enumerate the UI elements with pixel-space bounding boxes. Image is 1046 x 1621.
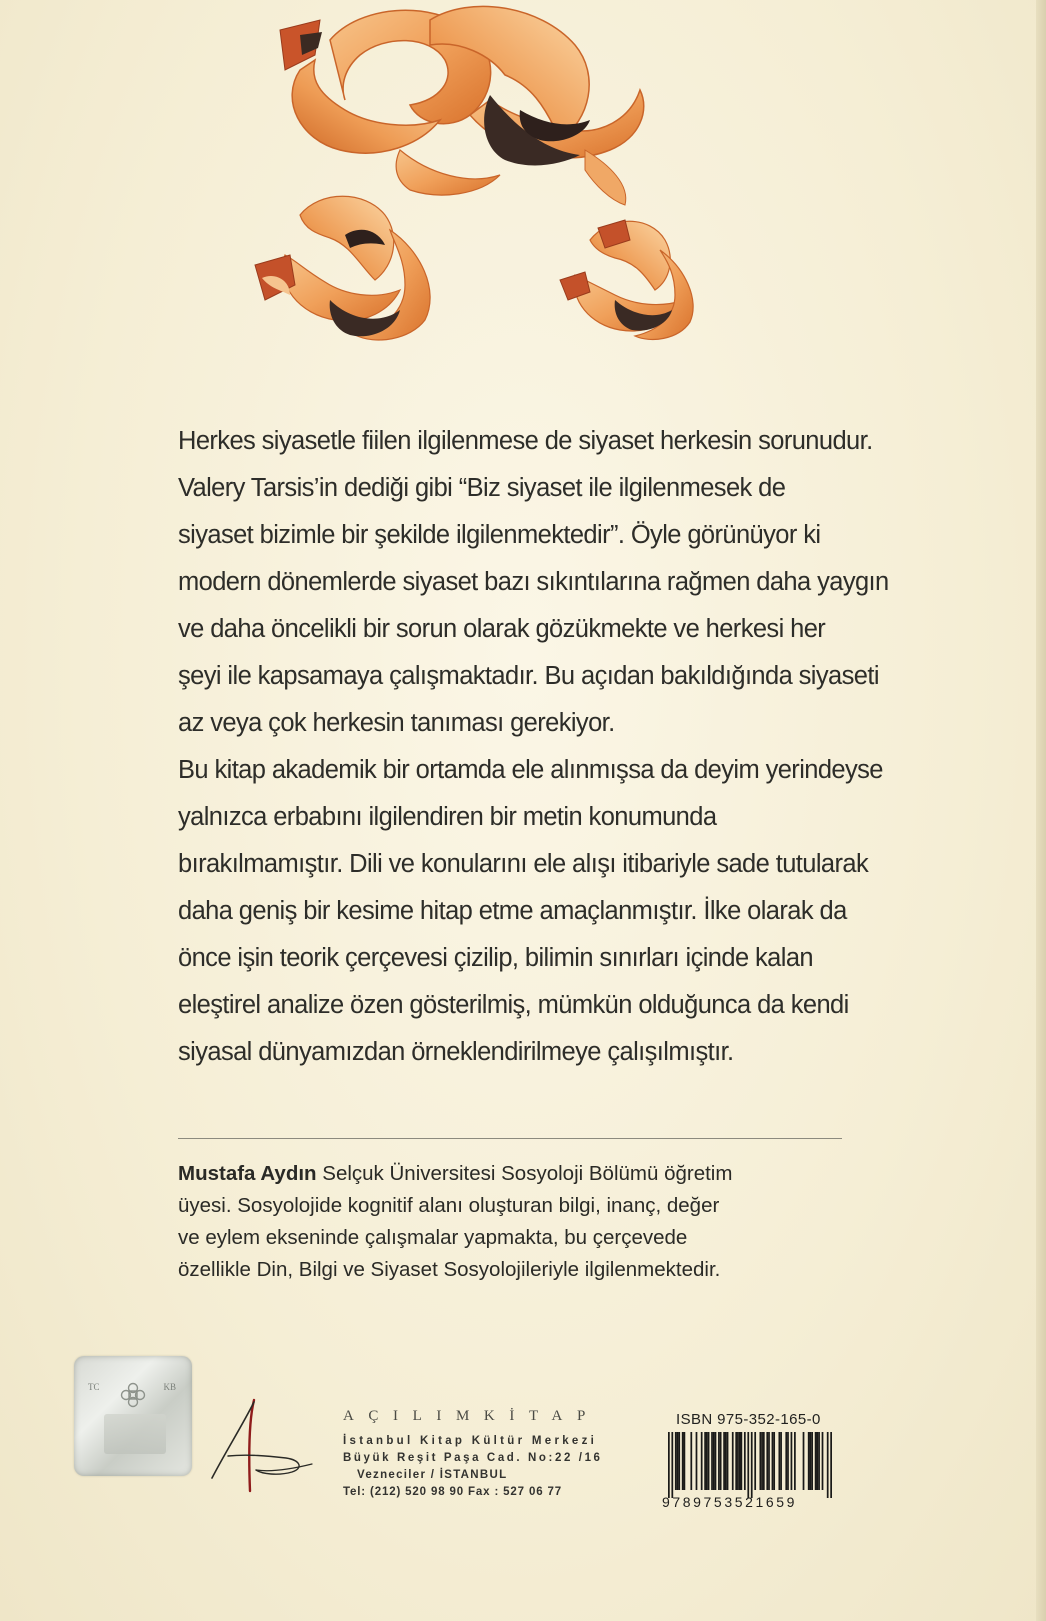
shaving-cluster-left <box>255 196 430 340</box>
barcode-bar <box>808 1432 810 1490</box>
barcode-bar <box>794 1432 796 1490</box>
blurb-line: bırakılmamıştır. Dili ve konularını ele alışı itibariyle sade tutularak <box>178 850 869 878</box>
blurb-text <box>178 418 889 1076</box>
publisher-phone: Tel: (212) 520 98 90 Fax : 527 06 77 <box>343 1486 562 1498</box>
isbn-barcode <box>668 1432 832 1498</box>
barcode-bar <box>711 1432 713 1490</box>
publisher-logo-icon <box>208 1396 318 1500</box>
barcode-bar <box>715 1432 717 1490</box>
blurb-line: ve daha öncelikli bir sorun olarak gözükmekte ve herkesi her <box>178 615 826 643</box>
barcode-bar <box>818 1432 820 1490</box>
barcode-bar <box>720 1432 722 1490</box>
blurb-line: modern dönemlerde siyaset bazı sıkıntılarına rağmen daha yaygın <box>178 568 889 596</box>
barcode-bar <box>675 1432 677 1490</box>
blurb-line: az veya çok herkesin tanıması gerekiyor. <box>178 709 615 737</box>
blurb-line: siyasal dünyamızdan örneklendirilmeye çalışılmıştır. <box>178 1038 734 1066</box>
barcode-bar <box>772 1432 774 1490</box>
author-bio-line: üyesi. Sosyolojide kognitif alanı oluşturan bilgi, inanç, değer <box>178 1194 720 1217</box>
blurb-line: siyaset bizimle bir şekilde ilgilenmektedir”. Öyle görünüyor ki <box>178 521 821 549</box>
barcode-bar <box>737 1432 739 1490</box>
barcode-bar <box>706 1432 708 1490</box>
barcode-bar <box>761 1432 763 1490</box>
blurb-line: Valery Tarsis’in dediği gibi “Biz siyaset ile ilgilenmesek de <box>178 474 786 502</box>
barcode-bar <box>803 1432 805 1490</box>
isbn-label: ISBN 975-352-165-0 <box>676 1411 821 1428</box>
blurb-line: Herkes siyasetle fiilen ilgilenmese de siyaset herkesin sorunudur. <box>178 427 873 455</box>
publisher-address-line: İstanbul Kitap Kültür Merkezi <box>343 1435 598 1447</box>
barcode-bar <box>741 1432 743 1490</box>
barcode-bar <box>671 1432 673 1498</box>
barcode-bar <box>696 1432 698 1490</box>
pencil-shavings-illustration <box>0 0 1046 380</box>
barcode-bar <box>768 1432 770 1490</box>
barcode-bar <box>780 1432 782 1490</box>
blurb-line: önce işin teorik çerçevesi çizilip, bilimin sınırları içinde kalan <box>178 944 813 972</box>
barcode-bar <box>778 1432 780 1490</box>
hologram-sticker <box>74 1356 192 1476</box>
author-name: Mustafa Aydın <box>178 1162 317 1185</box>
barcode-bar <box>816 1432 818 1490</box>
publisher-address-line: Büyük Reşit Paşa Cad. No:22 /16 <box>343 1452 603 1464</box>
blurb-line: daha geniş bir kesime hitap etme amaçlanmıştır. İlke olarak da <box>178 897 847 925</box>
barcode-bar <box>718 1432 720 1490</box>
barcode-bar <box>773 1432 775 1490</box>
barcode-bar <box>668 1432 670 1498</box>
barcode-bar <box>787 1432 789 1490</box>
barcode-bar <box>830 1432 832 1498</box>
barcode-bar <box>763 1432 765 1490</box>
barcode-bar <box>682 1432 684 1490</box>
hologram-tc-text: TC <box>88 1382 100 1392</box>
barcode-bar <box>727 1432 729 1490</box>
barcode-bar <box>708 1432 710 1490</box>
barcode-bar <box>678 1432 680 1490</box>
shaving-cluster-large <box>280 6 644 205</box>
barcode-bar <box>732 1432 734 1490</box>
barcode-bar <box>785 1432 787 1490</box>
barcode-bar <box>684 1432 686 1490</box>
barcode-bar <box>704 1432 706 1490</box>
barcode-bar <box>677 1432 679 1490</box>
author-bio-line <box>178 1158 858 1190</box>
barcode-digits: 9789753521659 <box>662 1494 798 1510</box>
barcode-bar <box>754 1432 756 1490</box>
shaving-cluster-right <box>560 220 693 339</box>
publisher-address-line: Vezneciler / İSTANBUL <box>357 1469 508 1481</box>
barcode-bar <box>751 1432 753 1498</box>
hologram-panel <box>104 1414 166 1454</box>
barcode-bar <box>690 1432 692 1490</box>
divider-rule <box>178 1138 842 1139</box>
barcode-bar <box>791 1432 793 1490</box>
barcode-bar <box>766 1432 768 1490</box>
barcode-bar <box>815 1432 817 1490</box>
author-bio-text: Selçuk Üniversitesi Sosyoloji Bölümü öğretim <box>316 1162 733 1185</box>
blurb-line: yalnızca erbabını ilgilendiren bir metin konumunda <box>178 803 717 831</box>
blurb-line: Bu kitap akademik bir ortamda ele alınmışsa da deyim yerindeyse <box>178 756 883 784</box>
barcode-bar <box>713 1432 715 1490</box>
barcode-bar <box>759 1432 761 1490</box>
blurb-line: şeyi ile kapsamaya çalışmaktadır. Bu açıdan bakıldığında siyaseti <box>178 662 879 690</box>
barcode-bar <box>739 1432 741 1490</box>
barcode-bar <box>723 1432 725 1490</box>
barcode-bar <box>811 1432 813 1490</box>
publisher-info <box>343 1408 633 1501</box>
author-bio <box>178 1158 858 1286</box>
barcode-bar <box>735 1432 737 1490</box>
barcode-bar <box>701 1432 703 1490</box>
barcode-bar <box>810 1432 812 1490</box>
blurb-line: eleştirel analize özen gösterilmiş, mümkün olduğunca da kendi <box>178 991 849 1019</box>
barcode-bar <box>822 1432 824 1490</box>
barcode-bar <box>747 1432 749 1498</box>
barcode-bar <box>725 1432 727 1490</box>
cover-edge <box>1036 0 1046 1621</box>
barcode-bar <box>744 1432 746 1490</box>
knot-emblem-icon <box>118 1380 148 1410</box>
publisher-name: AÇILIMKİTAP <box>343 1408 600 1424</box>
hologram-kb-text: KB <box>163 1382 176 1392</box>
barcode-bar <box>827 1432 829 1498</box>
author-bio-line: özellikle Din, Bilgi ve Siyaset Sosyolojileriyle ilgilenmektedir. <box>178 1258 721 1281</box>
author-bio-line: ve eylem ekseninde çalışmalar yapmakta, bu çerçevede <box>178 1226 688 1249</box>
